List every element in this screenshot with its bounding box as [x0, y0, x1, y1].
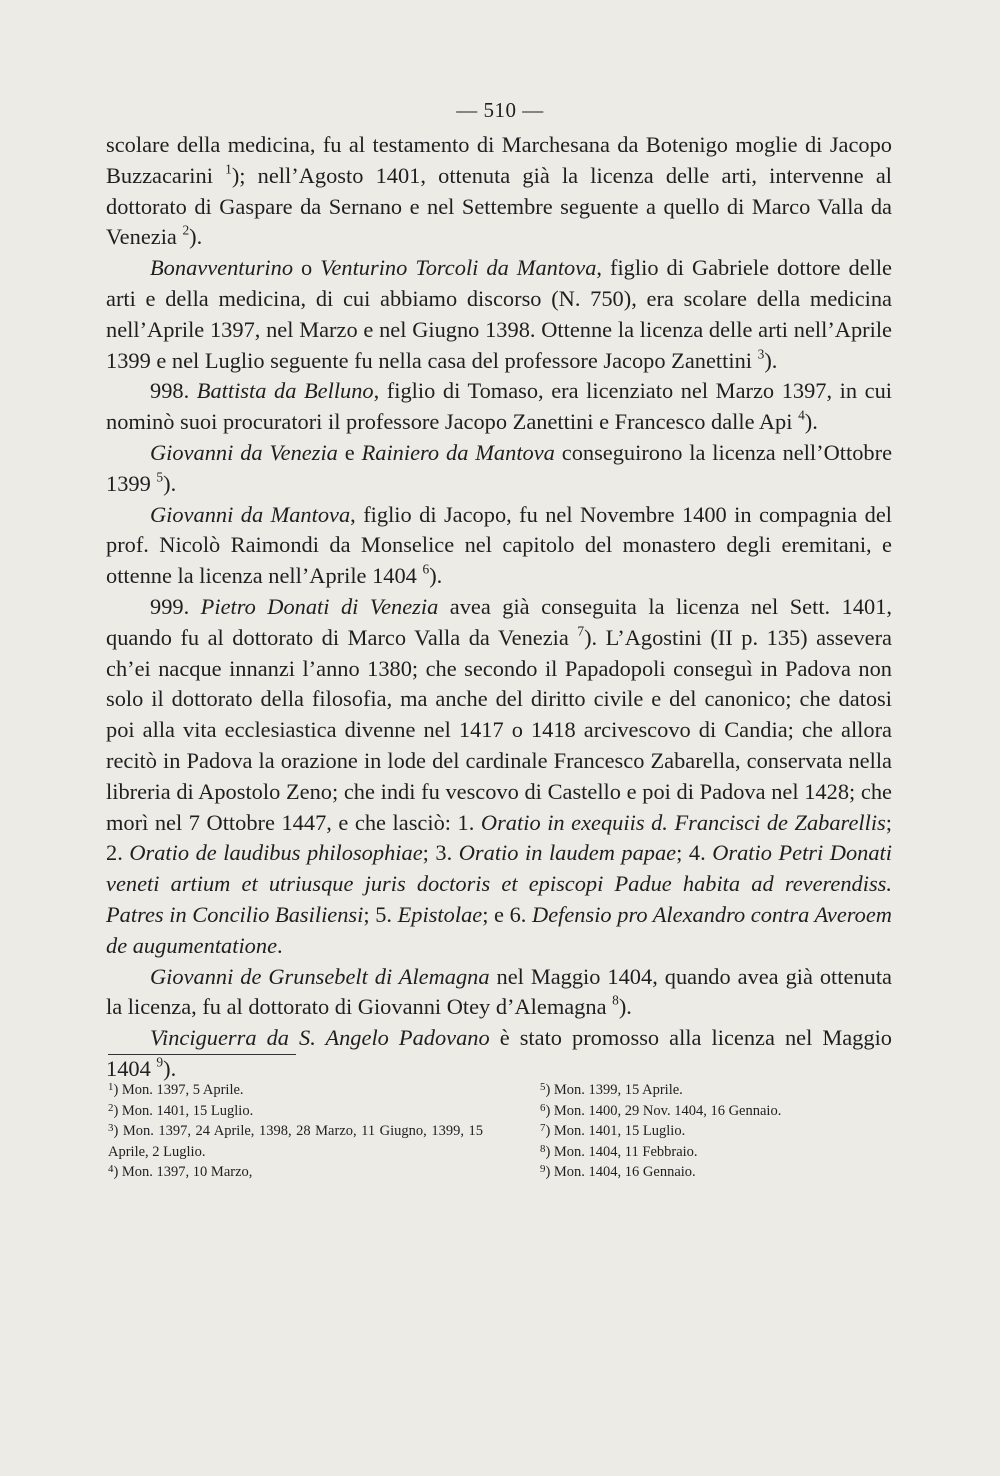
footnote [540, 1162, 910, 1183]
italic-text: Bonavventurino [150, 255, 294, 281]
italic-text: Oratio in exequiis d. Francisci de Zabarellis [480, 809, 886, 835]
footnote-reference: 9 [156, 1054, 164, 1070]
footnote-reference: 4 [798, 407, 805, 423]
footnote-mark: 5 [540, 1081, 546, 1094]
text-segment: ; 2. [106, 809, 892, 866]
body-text [106, 130, 892, 1085]
italic-text: Oratio in laudem papae [458, 840, 677, 866]
footnote [108, 1080, 483, 1101]
text-segment: ). [618, 994, 632, 1020]
text-segment: conseguirono la licenza nell’Ottobre 1399 [106, 439, 893, 496]
footnote-mark-paren: ) [545, 1102, 554, 1119]
text-segment: scolare della medicina, fu al testamento di Marchesana da Botenigo moglie di Jacopo Buzzacarini [106, 132, 892, 188]
paragraph [106, 500, 892, 592]
italic-text: Giovanni da Mantova [150, 501, 351, 527]
footnote-text: Mon. 1397, 24 Aprile, 1398, 28 Marzo, 11 Giugno, 1399, 15 Aprile, 2 Luglio. [108, 1123, 483, 1160]
footnote [108, 1101, 483, 1122]
footnote-mark-paren: ) [113, 1102, 122, 1119]
footnote-mark-paren: ) [545, 1143, 554, 1160]
footnote [108, 1162, 483, 1183]
paragraph [106, 438, 892, 500]
footnote [540, 1080, 910, 1101]
italic-text: Venturino Torcoli da Mantova [320, 255, 597, 281]
footnote-mark-paren: ) [545, 1082, 554, 1098]
italic-text: Giovanni de Grunsebelt di Alemagna [150, 963, 490, 989]
footnote [540, 1101, 910, 1122]
footnotes-left-column [108, 1080, 483, 1183]
footnote-text: Mon. 1400, 29 Nov. 1404, 16 Gennaio. [553, 1102, 782, 1119]
text-segment: ). L’Agostini (II p. 135) assevera ch’ei nacque innanzi l’anno 1380; che secondo il Papadopoli conseguì in Padova non solo il dottorato della filosofia, ma anche del diritto civile e del canonico; che datosi poi alla vita ecclesiastica divenne nel 1417 o 1418 arcivescovo di Candia; che allora recitò in Padova la orazione in lode del cardinale Francesco Zabarella, conservata nella libreria di Apostolo Zeno; che indi fu vescovo di Castello e poi di Padova nel 1428; che morì nel 7 Ottobre 1447, e che lasciò: 1. [106, 624, 892, 835]
italic-text: Oratio Petri Donati veneti artium et utriusque juris doctoris et episcopi Padue habita ad reverendiss. Patres in Concilio Basiliensi [106, 840, 892, 927]
footnote-reference: 6 [422, 561, 430, 577]
footnote-reference: 8 [612, 992, 619, 1008]
text-segment: ). [163, 470, 177, 496]
paragraph [106, 376, 892, 438]
footnote-mark-paren: ) [545, 1164, 554, 1180]
footnotes-right-column [540, 1080, 910, 1183]
text-segment: , figlio di Gabriele dottore delle arti e della medicina, di cui abbiamo discorso (N. 750), era scolare della medicina nell’Aprile 1397, nel Marzo e nel Giugno 1398. Ottenne la licenza delle arti nell’Aprile 1399 e nel Luglio seguente fu nella casa del professore Jacopo Zanettini [106, 255, 892, 373]
text-segment: ). [189, 224, 203, 250]
footnote-reference: 1 [225, 161, 232, 177]
footnote-mark: 8 [540, 1142, 546, 1155]
italic-text: Pietro Donati di Venezia [200, 593, 439, 619]
text-segment: avea già conseguita la licenza nel Sett. 1401, quando fu al dottorato di Marco Valla da Venezia [106, 593, 893, 650]
footnote-mark-paren: ) [113, 1082, 122, 1098]
page-number: — 510 — [456, 98, 544, 122]
footnote-reference: 2 [182, 222, 190, 238]
footnote-text: Mon. 1399, 15 Aprile. [553, 1082, 683, 1098]
text-segment: ; 4. [676, 840, 713, 866]
footnote-mark-paren: ) [113, 1123, 123, 1139]
text-segment: è stato promosso alla licenza nel Maggio 1404 [106, 1025, 892, 1081]
italic-text: Defensio pro Alexandro contra Averoem de augumentatione [106, 901, 892, 958]
paragraph [106, 253, 892, 376]
italic-text: Oratio de laudibus philosophiae [129, 840, 423, 866]
footnote-text: Mon. 1404, 11 Febbraio. [553, 1143, 698, 1160]
footnote [540, 1142, 910, 1163]
footnote-mark-paren: ) [113, 1164, 122, 1180]
text-segment: ). [163, 1055, 177, 1081]
text-segment: 998. [150, 378, 197, 404]
text-segment: ; 5. [363, 901, 398, 927]
footnote-mark: 4 [108, 1163, 114, 1176]
text-segment: ). [429, 563, 443, 589]
italic-text: Rainiero da Mantova [361, 439, 555, 465]
text-segment: e [337, 439, 362, 465]
footnote-text: Mon. 1397, 5 Aprile. [121, 1082, 244, 1098]
text-segment: , figlio di Jacopo, fu nel Novembre 1400 in compagnia del prof. Nicolò Raimondi da Monselice nel capitolo del monastero degli eremitani, e ottenne la licenza nell’Aprile 1404 [106, 501, 892, 589]
text-segment: , figlio di Tomaso, era licenziato nel Marzo 1397, in cui nominò suoi procuratori il professore Jacopo Zanettini e Francesco dalle Api [106, 378, 892, 435]
paragraph [106, 130, 892, 253]
footnote-mark-paren: ) [545, 1123, 554, 1139]
italic-text: Giovanni da Venezia [150, 439, 338, 465]
footnote-mark: 1 [108, 1081, 114, 1094]
text-segment: ). [804, 409, 818, 435]
text-segment: o [293, 255, 321, 281]
text-segment: ); nell’Agosto 1401, ottenuta già la licenza delle arti, intervenne al dottorato di Gaspare da Sernano e nel Settembre seguente a quello di Marco Valla da Venezia [106, 162, 892, 250]
footnote-mark: 2 [108, 1101, 114, 1114]
footnote-text: Mon. 1401, 15 Luglio. [553, 1123, 686, 1139]
text-segment: nel Maggio 1404, quando avea già ottenuta la licenza, fu al dottorato di Giovanni Otey d’Alemagna [106, 963, 892, 1020]
footnote [540, 1121, 910, 1142]
footnote-reference: 7 [577, 623, 585, 639]
footnote-separator [108, 1054, 296, 1055]
footnote [108, 1121, 483, 1162]
text-segment: 999. [150, 593, 201, 619]
text-segment: ). [764, 347, 778, 373]
footnote-mark: 6 [540, 1101, 546, 1114]
footnote-reference: 3 [757, 346, 765, 362]
text-segment: ; e 6. [482, 901, 533, 927]
footnote-text: Mon. 1401, 15 Luglio. [121, 1102, 254, 1119]
italic-text: Vinciguerra da S. Angelo Padovano [150, 1025, 490, 1051]
italic-text: Battista da Belluno [196, 378, 374, 404]
paragraph [106, 962, 892, 1024]
footnote-text: Mon. 1404, 16 Gennaio. [553, 1164, 696, 1180]
italic-text: Epistolae [397, 901, 483, 927]
footnote-mark: 7 [540, 1122, 546, 1135]
footnote-text: Mon. 1397, 10 Marzo, [121, 1164, 253, 1180]
footnote-mark: 9 [540, 1163, 546, 1176]
text-segment: . [277, 932, 283, 958]
footnote-mark: 3 [108, 1122, 114, 1135]
footnote-reference: 5 [156, 469, 164, 485]
paragraph [106, 592, 892, 962]
text-segment: ; 3. [422, 840, 459, 866]
